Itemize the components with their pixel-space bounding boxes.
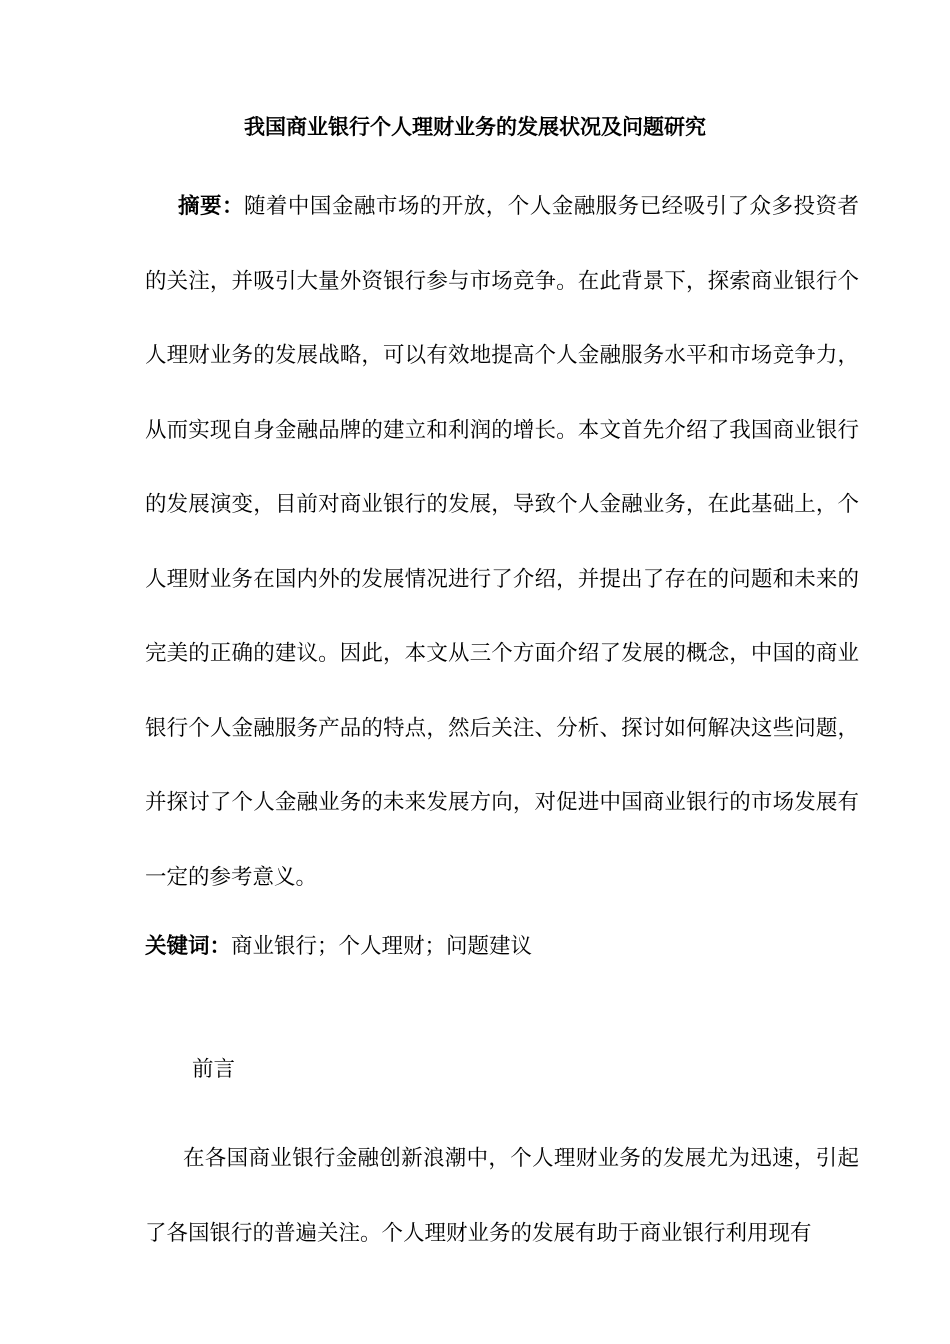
keywords-text: 商业银行；个人理财；问题建议 [231, 934, 533, 959]
abstract-paragraph [145, 170, 859, 915]
document-title: 我国商业银行个人理财业务的发展状况及问题研究 [244, 115, 706, 139]
keywords-label: 关键词： [145, 934, 232, 959]
keywords-line [145, 930, 859, 964]
preface-heading: 前言 [192, 1057, 236, 1082]
abstract-label: 摘要： [178, 194, 244, 219]
preface-paragraph: 在各国商业银行金融创新浪潮中，个人理财业务的发展尤为迅速，引起了各国银行的普遍关注。个人理财业务的发展有助于商业银行利用现有 [145, 1146, 859, 1246]
abstract-text: 随着中国金融市场的开放，个人金融服务已经吸引了众多投资者的关注，并吸引大量外资银行参与市场竞争。在此背景下，探索商业银行个人理财业务的发展战略，可以有效地提高个人金融服务水平和市场竞争力，从而实现自身金融品牌的建立和利润的增长。本文首先介绍了我国商业银行的发展演变，目前对商业银行的发展，导致个人金融业务，在此基础上，个人理财业务在国内外的发展情况进行了介绍，并提出了存在的问题和未来的完美的正确的建议。因此，本文从三个方面介绍了发展的概念，中国的商业银行个人金融服务产品的特点，然后关注、分析、探讨如何解决这些问题，并探讨了个人金融业务的未来发展方向，对促进中国商业银行的市场发展有一定的参考意义。 [145, 194, 859, 890]
